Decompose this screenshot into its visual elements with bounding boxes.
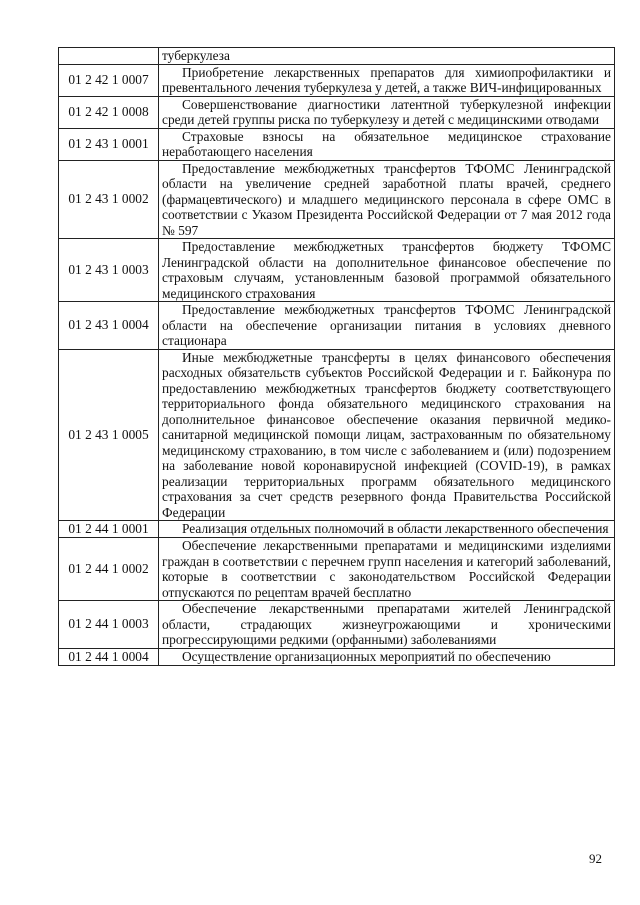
- row-description: [159, 601, 615, 649]
- row-description-text: Обеспечение лекарственными препаратами жителей Ленинградской области, страдающих жизнеугрожающими и хроническими прогрессирующими редкими (орфанными) заболеваниями: [162, 601, 611, 647]
- table-body: [59, 48, 615, 666]
- row-description: [159, 302, 615, 350]
- row-description-text: Обеспечение лекарственными препаратами и медицинскими изделиями граждан в соответствии с перечнем групп населения и категорий заболеваний, которые в соответствии с законодательством Российской Федерации отпускаются по рецептам врачей бесплатно: [162, 538, 611, 600]
- table-row: [59, 648, 615, 665]
- row-description: [159, 521, 615, 538]
- row-code: 01 2 43 1 0002: [59, 160, 159, 239]
- row-description: [159, 349, 615, 521]
- row-description: [159, 160, 615, 239]
- row-description: [159, 648, 615, 665]
- row-code: 01 2 43 1 0005: [59, 349, 159, 521]
- row-code: 01 2 43 1 0001: [59, 128, 159, 160]
- row-code: 01 2 44 1 0003: [59, 601, 159, 649]
- table-row: [59, 521, 615, 538]
- row-description: [159, 128, 615, 160]
- budget-codes-table: [58, 47, 615, 666]
- table-row: [59, 349, 615, 521]
- row-description-text: Осуществление организационных мероприятий по обеспечению: [182, 648, 551, 664]
- table-row: [59, 48, 615, 65]
- row-description-text: туберкулеза: [162, 48, 230, 63]
- row-description: [159, 239, 615, 302]
- row-description-text: Предоставление межбюджетных трансфертов ТФОМС Ленинградской области на обеспечение организации питания в условиях дневного стационара: [162, 302, 611, 348]
- row-description-text: Страховые взносы на обязательное медицинское страхование неработающего населения: [162, 128, 611, 159]
- table-row: [59, 239, 615, 302]
- row-description-text: Приобретение лекарственных препаратов для химиопрофилактики и превентального лечения туберкулеза у детей, а также ВИЧ-инфицированных: [162, 64, 611, 95]
- row-code: 01 2 42 1 0007: [59, 64, 159, 96]
- row-code: 01 2 44 1 0002: [59, 538, 159, 601]
- row-code: 01 2 43 1 0003: [59, 239, 159, 302]
- row-code: 01 2 44 1 0001: [59, 521, 159, 538]
- table-row: [59, 96, 615, 128]
- table-row: [59, 160, 615, 239]
- row-description: [159, 48, 615, 65]
- row-description-text: Иные межбюджетные трансферты в целях финансового обеспечения расходных обязательств субъектов Российской Федерации и г. Байконура по предоставлению межбюджетных трансфертов бюджету соответствующего территориального фонда обязательного медицинского страхования на дополнительное финансовое обеспечение оказания первичной медико-санитарной медицинской помощи лицам, застрахованным по обязательному медицинскому страхованию, в том числе с заболеванием и (или) подозрением на заболевание новой коронавирусной инфекцией (COVID-19), в рамках реализации территориальных программ обязательного медицинского страхования за счет средств резервного фонда Правительства Российской Федерации: [162, 349, 611, 520]
- table-row: [59, 601, 615, 649]
- row-description-text: Совершенствование диагностики латентной туберкулезной инфекции среди детей группы риска по туберкулезу и детей с медицинскими отводами: [162, 96, 611, 127]
- row-description: [159, 64, 615, 96]
- page-number: 92: [589, 851, 602, 866]
- row-description-text: Реализация отдельных полномочий в области лекарственного обеспечения: [182, 521, 609, 537]
- row-description: [159, 538, 615, 601]
- row-description-text: Предоставление межбюджетных трансфертов бюджету ТФОМС Ленинградской области на дополнительное финансовое обеспечение по страховым случаям, установленным базовой программой обязательного медицинского страхования: [162, 239, 611, 301]
- row-code: 01 2 44 1 0004: [59, 648, 159, 665]
- row-description: [159, 96, 615, 128]
- table-row: [59, 128, 615, 160]
- table-row: [59, 538, 615, 601]
- table-row: [59, 64, 615, 96]
- row-code: 01 2 43 1 0004: [59, 302, 159, 350]
- row-code: 01 2 42 1 0008: [59, 96, 159, 128]
- row-code: [59, 48, 159, 65]
- table-row: [59, 302, 615, 350]
- row-description-text: Предоставление межбюджетных трансфертов ТФОМС Ленинградской области на увеличение средней заработной платы врачей, среднего (фармацевтического) и младшего медицинского персонала в сфере ОМС в соответствии с Указом Президента Российской Федерации от 7 мая 2012 года № 597: [162, 160, 611, 238]
